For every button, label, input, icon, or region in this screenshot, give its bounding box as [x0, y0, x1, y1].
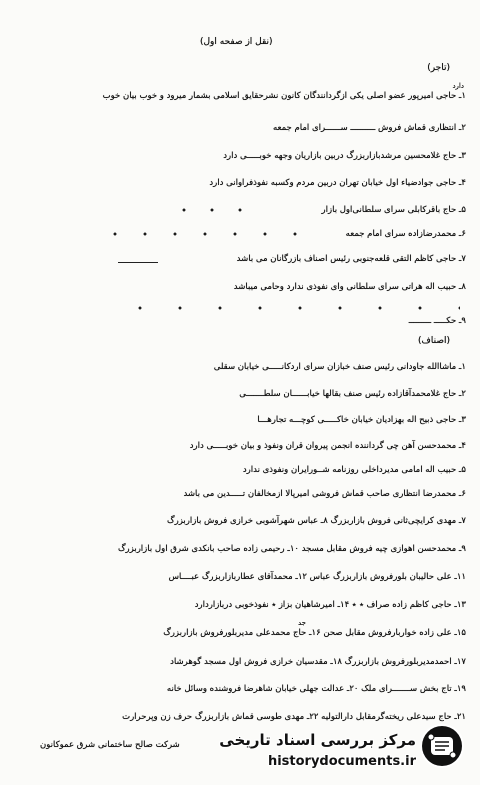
merchant-item	[34, 121, 466, 135]
guild-item	[34, 360, 466, 374]
dotted-filler	[120, 305, 460, 311]
guild-item	[34, 655, 466, 669]
watermark-url: historydocuments.ir	[267, 754, 416, 769]
merchant-item-text: ۳ـ حاج غلامحسین مرشدبازاربزرگ دربین بازاریان وجهه خوبـــــی دارد	[223, 151, 466, 161]
guild-item-text: ۱۵ـ علی زاده خواربارفروش مقابل صحن ۱۶ـ حاج محمدعلی مدیربلورفروش بازاربزرگ	[163, 628, 466, 638]
correction-note: جد	[298, 619, 307, 627]
merchant-item	[34, 252, 466, 266]
document-subtitle: (نقل از صفحه اول)	[200, 37, 273, 47]
guild-item-text: ۶ـ محمدرضا انتظاری صاحب قماش فروشی امیرپالا ازمخالفان تـــــدین می باشد	[183, 489, 466, 499]
correction-note: دارد	[452, 82, 464, 90]
merchant-item	[34, 176, 466, 190]
guild-item-text: ۱۷ـ احمدمدیربلورفروش بازاربزرگ ۱۸ـ مقدسیان خرازی فروش اول مسجد گوهرشاد	[170, 657, 466, 667]
scroll-logo-icon	[418, 722, 466, 770]
guild-item	[34, 570, 466, 584]
guild-item	[34, 463, 466, 477]
guild-item	[34, 387, 466, 401]
guild-item-text: ۲۱ـ حاج سیدعلی ریخته‌گرمقابل دارالتولیه ۲۲ـ مهدی طوسی قماش بازاربزرگ حرف زن وپرحرارت	[122, 712, 466, 722]
guild-item	[34, 439, 466, 453]
merchant-item-text: ۱ـ حاجی امیرپور عضو اصلی یکی ازگردانندگان کانون نشرحقایق اسلامی بشمار میرود و خوب بیان خوب	[102, 91, 466, 101]
guild-item-continued: شرکت صالح ساختمانی شرق عموکانون	[40, 740, 180, 750]
section-heading-merchants: (تاجر)	[427, 63, 450, 73]
guild-item-text: ۷ـ مهدی کرایچی‌ثانی فروش بازاربزرگ ۸ـ عباس شهرآشوبی خرازی فروش بازاربزرگ	[167, 516, 466, 526]
guild-item	[34, 542, 466, 556]
guild-item	[34, 598, 466, 612]
guild-item	[34, 514, 466, 528]
merchant-item	[34, 149, 466, 163]
merchant-item-text: ۹ـ حکـــــ ـــــــــ	[408, 316, 466, 326]
guild-item-text: ۱۱ـ علی حالیبان بلورفروش بازاربزرگ عباس ۱۲ـ محمدآقای عطاربازاربزرگ عبــــاس	[168, 572, 466, 582]
watermark-name: مرکز بررسی اسناد تاریخی	[219, 731, 416, 749]
guild-item-text: ۱۹ـ تاج بخش ســـــــرای ملک ۲۰ـ عدالت جهلی خیابان شاهرضا فروشنده وسائل خانه	[166, 684, 466, 694]
guild-item-text: ۹ـ محمدحسن اهوازی چیه فروش مقابل مسجد ۱۰ـ رحیمی زاده صاحب بانکدی شرق اول بازاربزرگ	[117, 544, 466, 554]
guild-item	[34, 626, 466, 640]
merchant-item	[34, 89, 466, 103]
guild-item	[34, 487, 466, 501]
merchant-item	[34, 280, 466, 294]
guild-item-text: ۲ـ حاج غلامحمدآقازاده رئیس صنف بقالها خیابــــــان سلطـــــــی	[239, 389, 466, 399]
underline-filler	[118, 262, 158, 263]
guild-item	[34, 710, 466, 724]
merchant-item-text: ۲ـ انتظاری قماش فروش ــــــــــ ســــــرای امام جمعه	[272, 123, 466, 133]
dotted-filler	[100, 231, 320, 237]
section-heading-guilds: (اصناف)	[418, 336, 450, 346]
dotted-filler	[170, 207, 260, 213]
merchant-item-text: ۶ـ محمدرضازاده سرای امام جمعه	[345, 229, 466, 239]
guild-item-text: ۵ـ حبیب اله امامی مدیرداخلی روزنامه شــورایران ونفوذی ندارد	[242, 465, 466, 475]
guild-item	[34, 682, 466, 696]
guild-item	[34, 413, 466, 427]
merchant-item-text: ۸ـ حبیب اله هراتی سرای سلطانی وای نفوذی ندارد وحامی میباشد	[233, 282, 466, 292]
merchant-item-text: ۴ـ حاجی جوادضیاء اول خیابان تهران دربین مردم وکسبه نفوذفراوانی دارد	[209, 178, 466, 188]
merchant-item	[34, 314, 466, 328]
guild-item-text: ۴ـ محمدحسن آهن چی گرداننده انجمن پیروان قران ونفوذ و بیان خوبـــــی دارد	[189, 441, 466, 451]
merchant-item-text: ۷ـ حاجی کاظم التقی قلعه‌جنوبی رئیس اصناف بازرگانان می باشد	[236, 254, 466, 264]
guild-item-text: ۳ـ حاجی ذبیح اله بهزادیان خیابان خاکـــــی کوچـــه تجارهـــا	[257, 415, 466, 425]
merchant-item-text: ۵ـ حاج باقرکابلی سرای سلطانی‌اول بازار	[321, 205, 466, 215]
guild-item-text: ۱۳ـ حاجی کاظم زاده صراف ٭ ٭ ۱۴ـ امیرشاهیان بزاز ٭ نفوذخوبی دربازاردارد	[194, 600, 466, 610]
guild-item-text: ۱ـ ماشاالله جاودانی رئیس صنف خبازان سرای اردکانـــــی خیابان سقلی	[213, 362, 466, 372]
